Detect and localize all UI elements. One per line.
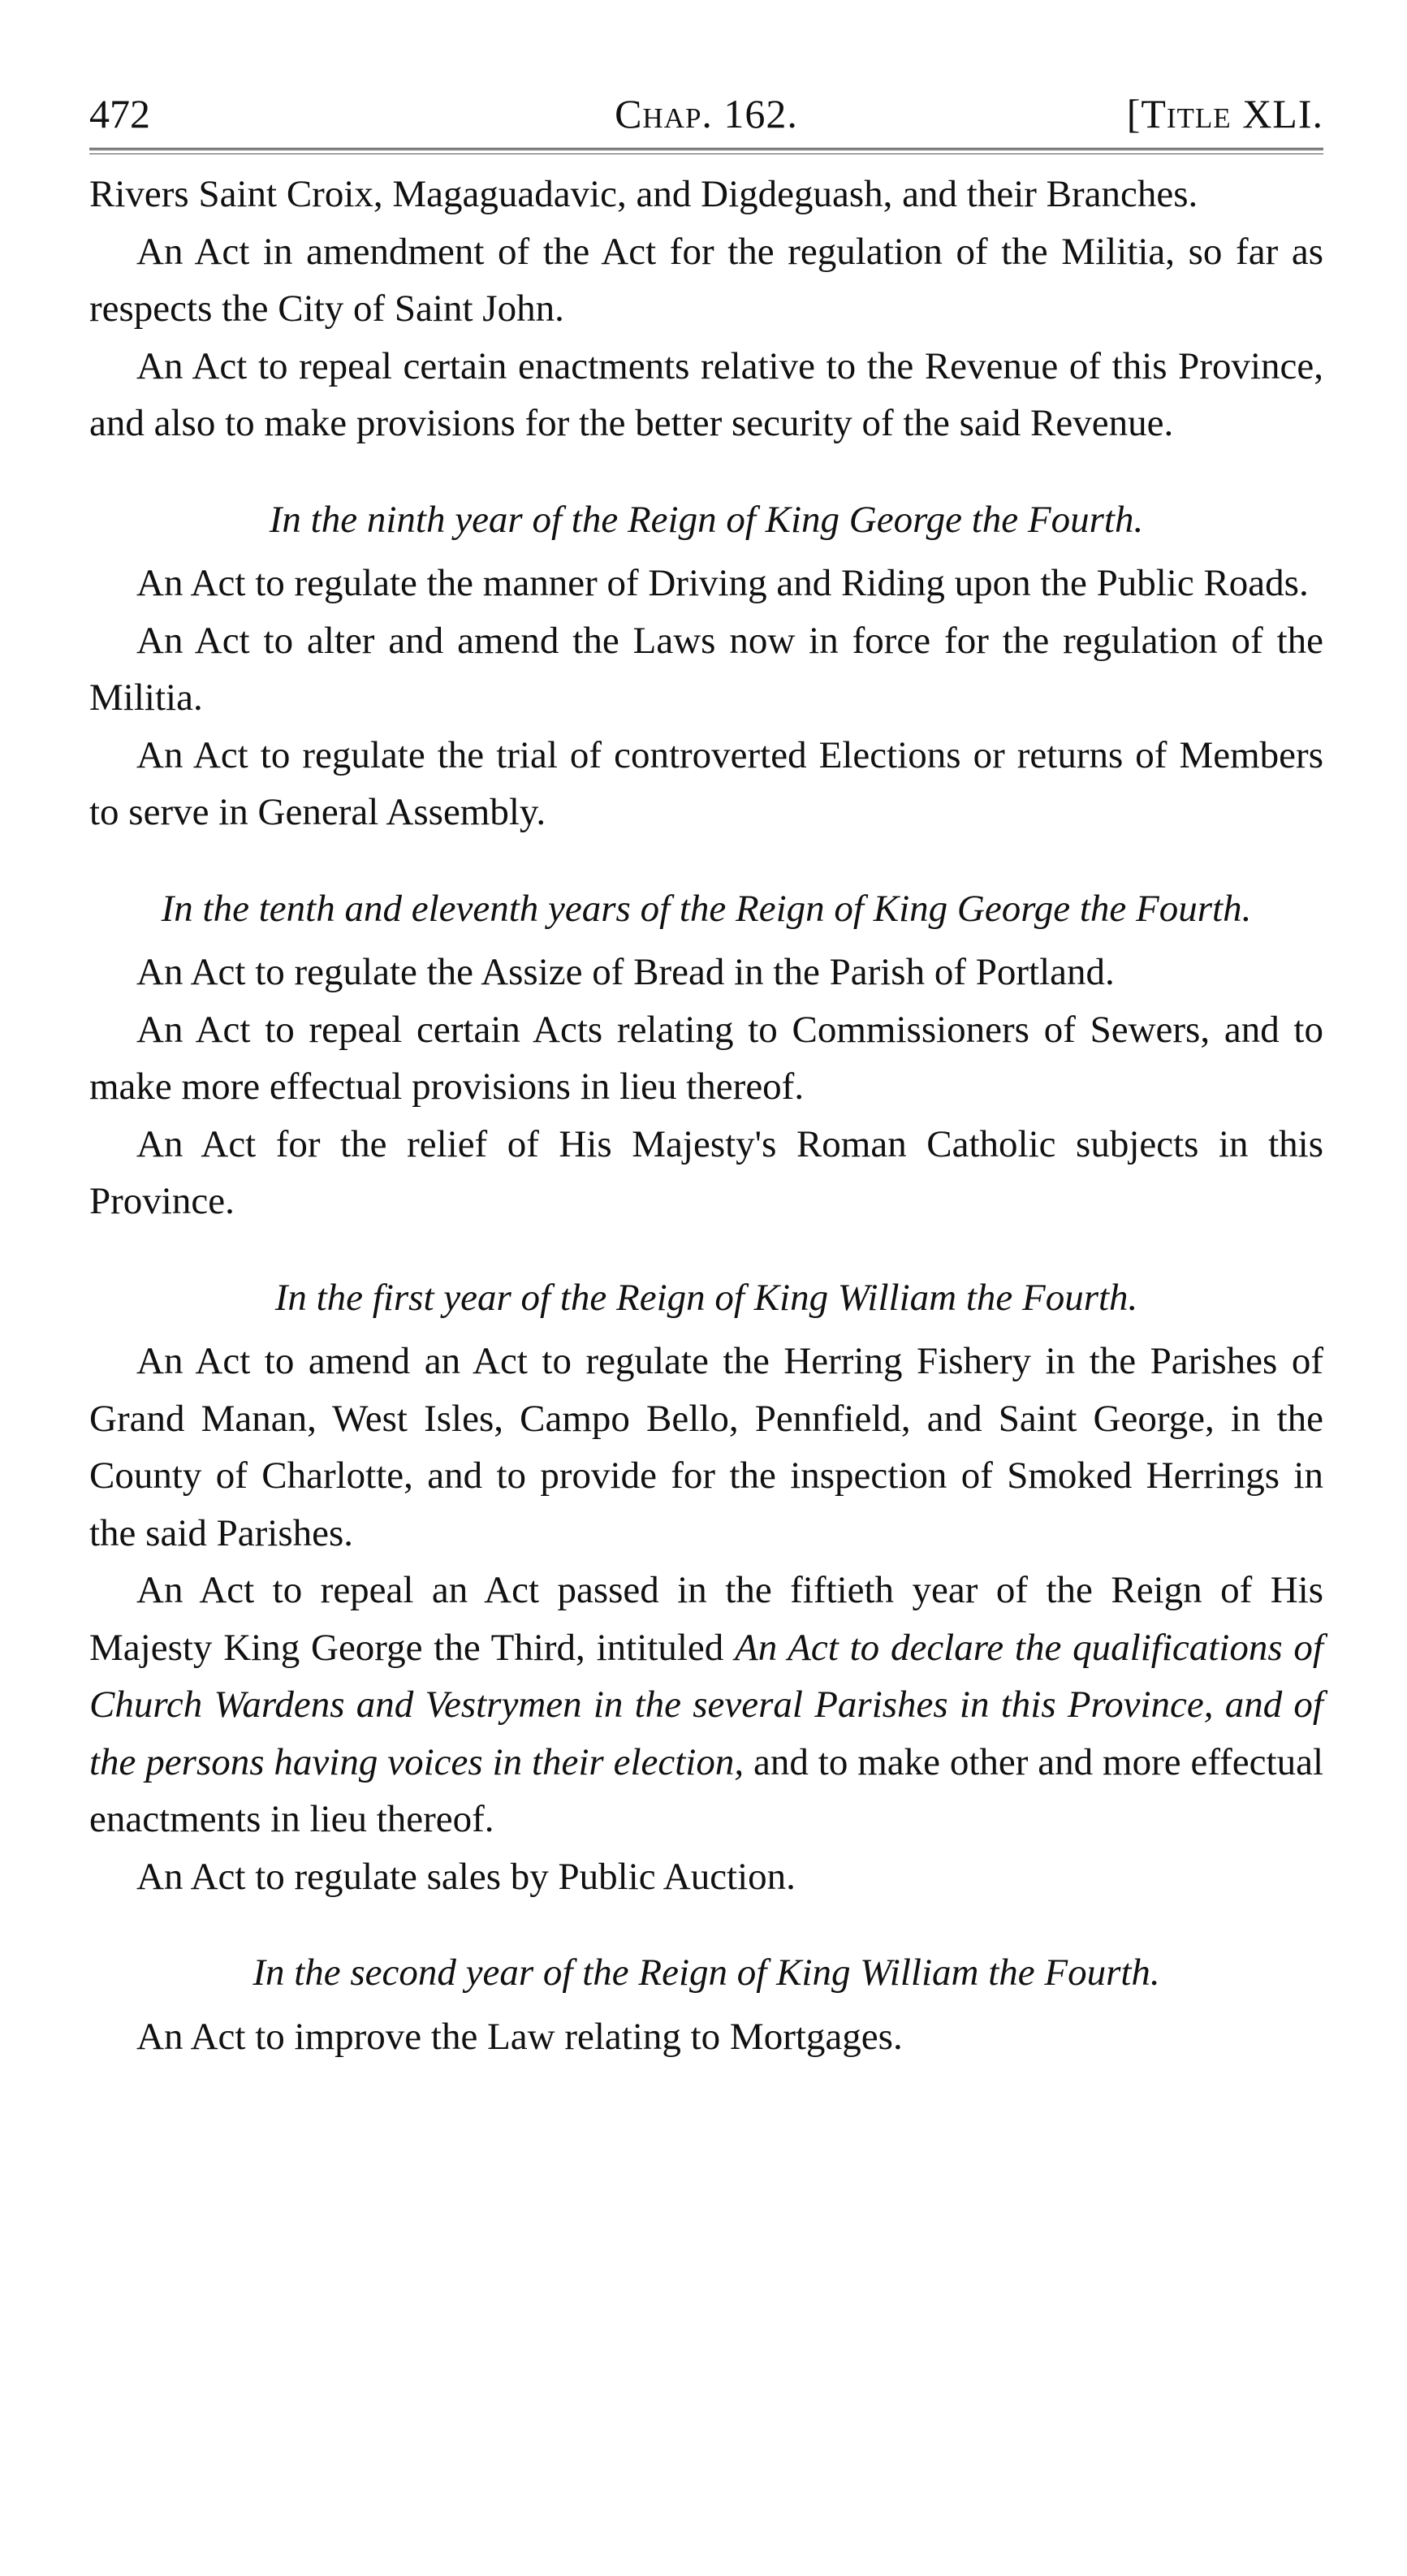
reign-heading: In the ninth year of the Reign of King George the Fourth. [269,498,1144,541]
paragraph: An Act to amend an Act to regulate the Herring Fishery in the Parishes of Grand Manan, West Isles, Campo Bello, Pennfield, and Saint George, in the County of Charlotte, and to provide for the inspection of Smoked Herrings in the said Parishes. [89,1340,1323,1554]
paragraph: An Act for the relief of His Majesty's Roman Catholic subjects in this Province. [89,1122,1323,1222]
paragraph: An Act to regulate the manner of Driving and Riding upon the Public Roads. [136,562,1309,604]
paragraph: An Act to regulate the trial of controverted Elections or returns of Members to serve in General Assembly. [89,733,1323,833]
running-header [89,81,1323,146]
paragraph: Rivers Saint Croix, Magaguadavic, and Digdeguash, and their Branches. [89,173,1198,215]
paragraph: An Act in amendment of the Act for the regulation of the Militia, so far as respects the City of Saint John. [89,230,1323,330]
reign-heading: In the second year of the Reign of King William the Fourth. [252,1951,1160,1994]
title-heading: [Title XLI. [1126,91,1323,136]
reign-heading: In the first year of the Reign of King William the Fourth. [274,1276,1138,1319]
paragraph: An Act to improve the Law relating to Mortgages. [136,2015,903,2058]
paragraph-text: and to make other and more effectual enactments in lieu thereof. [89,1740,1324,1840]
paragraph: An Act to regulate the Assize of Bread in the Parish of Portland. [136,951,1115,993]
page [89,81,1323,2065]
page-number: 472 [89,91,150,136]
act-title-italic: An Act to declare the qualifications of Church Wardens and Vestrymen in the several Parishes in this Province, and of the persons having voices in their election, [89,1626,1323,1783]
reign-heading: In the tenth and eleventh years of the Reign of King George the Fourth. [161,887,1252,930]
paragraph: An Act to alter and amend the Laws now in force for the regulation of the Militia. [89,619,1323,719]
paragraph: An Act to regulate sales by Public Auction. [136,1855,796,1898]
paragraph [89,1562,1323,1848]
paragraph-text: An Act to repeal an Act passed in the fiftieth year of the Reign of His Majesty King George the Third, intituled [89,1569,1323,1669]
chapter-heading: Chap. 162. [615,91,798,136]
paragraph: An Act to repeal certain enactments relative to the Revenue of this Province, and also to make provisions for the better security of the said Revenue. [89,344,1323,444]
paragraph: An Act to repeal certain Acts relating to Commissioners of Sewers, and to make more effectual provisions in lieu thereof. [89,1008,1323,1108]
header-rule [89,148,1323,154]
